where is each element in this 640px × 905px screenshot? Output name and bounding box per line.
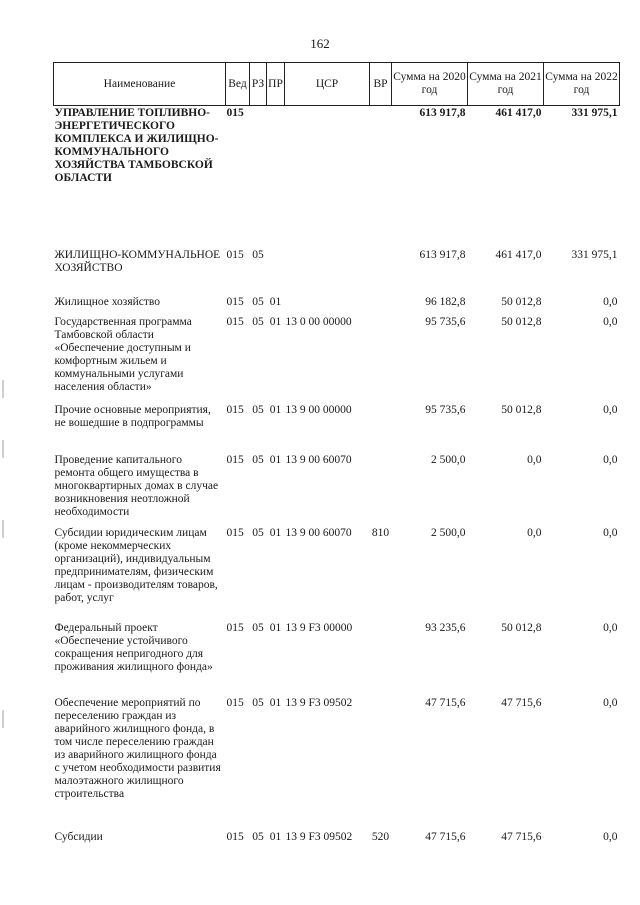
row-pr: 01 xyxy=(269,315,282,328)
table-row xyxy=(54,315,620,403)
row-pr: 01 xyxy=(269,403,282,416)
row-sum-2021: 50 012,8 xyxy=(501,621,542,634)
row-pr: 01 xyxy=(269,830,282,843)
row-csr: 13 9 00 00000 xyxy=(285,403,352,416)
row-sum-2021: 50 012,8 xyxy=(501,403,542,416)
row-ved: 015 xyxy=(226,453,244,466)
row-rz: 05 xyxy=(252,248,264,261)
row-name: Субсидии юридическим лицам (кроме некоммерческих организаций), индивидуальным предпринимателям, физическим лицам - производителям товаров, работ, услуг xyxy=(54,526,218,604)
row-vr: 810 xyxy=(371,526,390,539)
row-ved: 015 xyxy=(226,107,244,119)
table-row xyxy=(54,696,620,830)
row-csr: 13 9 F3 09502 xyxy=(285,830,353,843)
row-pr: 01 xyxy=(269,696,282,709)
row-vr xyxy=(370,315,392,403)
row-name: ЖИЛИЩНО-КОММУНАЛЬНОЕ ХОЗЯЙСТВО xyxy=(54,248,221,274)
row-name: Обеспечение мероприятий по переселению граждан из аварийного жилищного фонда, в том числе переселению граждан из аварийного жилищного фонда с учетом необходимости развития малоэтажного жилищного строительства xyxy=(54,696,221,800)
row-vr xyxy=(370,248,392,295)
row-rz: 05 xyxy=(252,830,264,843)
row-vr: 520 xyxy=(371,830,390,843)
row-rz: 05 xyxy=(252,526,264,539)
row-ved: 015 xyxy=(226,248,244,261)
row-sum-2022: 331 975,1 xyxy=(571,107,618,119)
row-csr: 13 9 00 60070 xyxy=(285,526,352,539)
row-rz: 05 xyxy=(252,621,264,634)
row-sum-2022: 0,0 xyxy=(603,315,618,328)
row-sum-2020: 2 500,0 xyxy=(431,453,466,466)
row-name: Субсидии xyxy=(54,830,103,843)
table-row xyxy=(54,403,620,453)
page-number: 162 xyxy=(310,36,330,51)
row-ved: 015 xyxy=(226,621,244,634)
row-sum-2020: 95 735,6 xyxy=(425,315,466,328)
row-sum-2021: 0,0 xyxy=(527,526,542,539)
row-rz: 05 xyxy=(252,315,264,328)
row-pr xyxy=(267,248,285,295)
row-csr: 13 9 F3 09502 xyxy=(285,696,353,709)
row-vr xyxy=(370,403,392,453)
header-name: Наименование xyxy=(54,63,226,106)
row-csr xyxy=(285,106,370,248)
row-csr: 13 9 00 60070 xyxy=(285,453,352,466)
row-rz: 05 xyxy=(252,295,264,308)
row-sum-2022: 0,0 xyxy=(603,453,618,466)
header-sum-2020: Сумма на 2020 год xyxy=(392,63,468,106)
row-sum-2022: 0,0 xyxy=(603,621,618,634)
row-pr: 01 xyxy=(269,295,282,308)
row-sum-2020: 93 235,6 xyxy=(425,621,466,634)
row-rz: 05 xyxy=(252,453,264,466)
table-header-row xyxy=(54,63,620,106)
row-ved: 015 xyxy=(226,315,244,328)
header-vr: ВР xyxy=(370,63,392,106)
row-sum-2020: 95 735,6 xyxy=(425,403,466,416)
row-vr xyxy=(370,295,392,315)
row-name: Прочие основные мероприятия, не вошедшие в подпрограммы xyxy=(54,403,211,429)
row-sum-2021: 0,0 xyxy=(527,453,542,466)
row-sum-2022: 0,0 xyxy=(603,295,618,308)
table-row xyxy=(54,248,620,295)
row-sum-2020: 2 500,0 xyxy=(431,526,466,539)
row-vr xyxy=(370,621,392,696)
row-sum-2021: 50 012,8 xyxy=(501,315,542,328)
table-row xyxy=(54,295,620,315)
row-vr xyxy=(370,453,392,526)
table-row xyxy=(54,453,620,526)
row-sum-2020: 47 715,6 xyxy=(425,696,466,709)
row-pr: 01 xyxy=(269,526,282,539)
row-sum-2021: 47 715,6 xyxy=(501,830,542,843)
row-vr xyxy=(370,696,392,830)
header-pr: ПР xyxy=(267,63,285,106)
scan-margin-marks xyxy=(2,380,6,800)
row-ved: 015 xyxy=(226,696,244,709)
header-sum-2021: Сумма на 2021 год xyxy=(468,63,544,106)
row-sum-2022: 0,0 xyxy=(603,830,618,843)
row-sum-2020: 613 917,8 xyxy=(419,107,466,119)
row-csr: 13 9 F3 00000 xyxy=(285,621,353,634)
row-rz: 05 xyxy=(252,696,264,709)
row-pr: 01 xyxy=(269,621,282,634)
row-ved: 015 xyxy=(226,526,244,539)
row-csr xyxy=(285,248,370,295)
row-csr: 13 0 00 00000 xyxy=(285,315,352,328)
row-ved: 015 xyxy=(226,403,244,416)
row-pr: 01 xyxy=(269,453,282,466)
row-sum-2022: 0,0 xyxy=(603,696,618,709)
row-name: Государственная программа Тамбовской области «Обеспечение доступным и комфортным жильем и коммунальными услугами населения области» xyxy=(54,315,192,393)
table-row xyxy=(54,830,620,854)
row-vr xyxy=(370,106,392,248)
row-name: Федеральный проект «Обеспечение устойчивого сокращения непригодного для проживания жилищного фонда» xyxy=(54,621,213,673)
row-pr xyxy=(267,106,285,248)
header-csr: ЦСР xyxy=(285,63,370,106)
row-ved: 015 xyxy=(226,295,244,308)
header-ved: Вед xyxy=(226,63,250,106)
row-sum-2022: 331 975,1 xyxy=(571,248,618,261)
row-sum-2020: 47 715,6 xyxy=(425,830,466,843)
row-sum-2020: 96 182,8 xyxy=(425,295,466,308)
row-sum-2021: 47 715,6 xyxy=(501,696,542,709)
row-ved: 015 xyxy=(226,830,244,843)
row-name: Проведение капитального ремонта общего имущества в многоквартирных домах в случае возникновения неотложной необходимости xyxy=(54,453,219,518)
row-name: Жилищное хозяйство xyxy=(54,295,161,308)
row-rz xyxy=(250,106,267,248)
header-sum-2022: Сумма на 2022 год xyxy=(544,63,620,106)
header-rz: РЗ xyxy=(250,63,267,106)
row-sum-2021: 50 012,8 xyxy=(501,295,542,308)
row-csr xyxy=(285,295,370,315)
table-row xyxy=(54,106,620,248)
budget-table xyxy=(53,62,620,854)
table-row xyxy=(54,621,620,696)
row-sum-2020: 613 917,8 xyxy=(419,248,466,261)
row-name: УПРАВЛЕНИЕ ТОПЛИВНО-ЭНЕРГЕТИЧЕСКОГО КОМПЛЕКСА И ЖИЛИЩНО-КОММУНАЛЬНОГО ХОЗЯЙСТВА ТАМБОВСКОЙ ОБЛАСТИ xyxy=(54,107,219,184)
row-rz: 05 xyxy=(252,403,264,416)
row-sum-2021: 461 417,0 xyxy=(495,107,542,119)
table-row xyxy=(54,526,620,621)
row-sum-2022: 0,0 xyxy=(603,403,618,416)
row-sum-2021: 461 417,0 xyxy=(495,248,542,261)
row-sum-2022: 0,0 xyxy=(603,526,618,539)
